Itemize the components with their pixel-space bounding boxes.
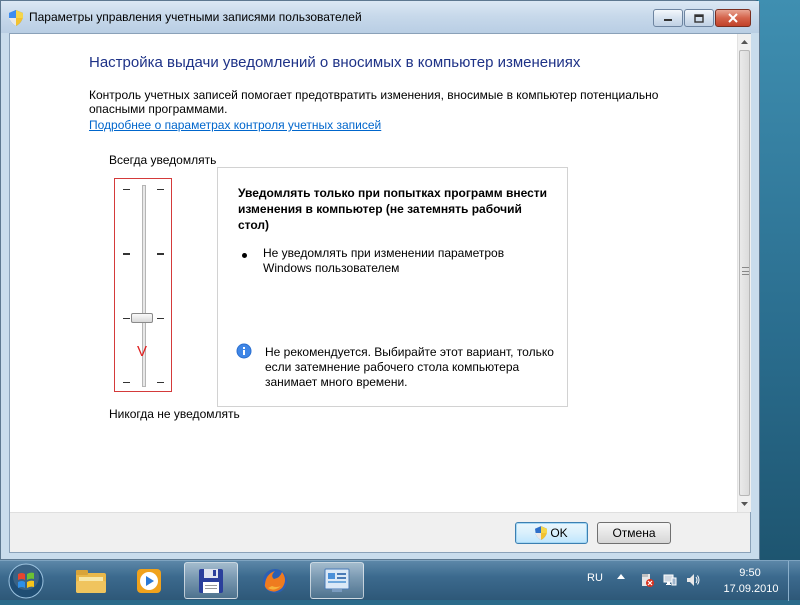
slider-thumb[interactable] xyxy=(131,313,153,323)
language-indicator[interactable]: RU xyxy=(587,572,603,584)
shield-icon xyxy=(535,526,547,540)
shield-icon xyxy=(9,10,23,26)
media-player-icon xyxy=(134,566,164,596)
network-icon[interactable] xyxy=(663,573,677,587)
taskbar-save-app[interactable] xyxy=(184,562,238,599)
title-bar[interactable] xyxy=(1,1,759,33)
show-desktop-button[interactable] xyxy=(788,561,800,601)
taskbar xyxy=(0,560,800,600)
minimize-button[interactable] xyxy=(653,9,683,27)
scroll-grip-icon xyxy=(742,267,749,275)
ok-button[interactable] xyxy=(515,522,588,544)
close-icon xyxy=(728,13,738,23)
slider-tick xyxy=(157,253,164,255)
firefox-icon xyxy=(260,566,290,596)
close-button[interactable] xyxy=(715,9,751,27)
scroll-down-button[interactable] xyxy=(738,496,751,512)
page-title: Настройка выдачи уведомлений о вносимых в компьютер изменениях xyxy=(89,54,581,71)
scroll-up-button[interactable] xyxy=(738,34,751,50)
slider-bottom-label: Никогда не уведомлять xyxy=(109,407,240,421)
selection-mark: V xyxy=(137,343,148,360)
desktop-background xyxy=(758,0,800,560)
volume-icon[interactable] xyxy=(686,573,700,587)
taskbar-media-player[interactable] xyxy=(122,562,176,599)
taskbar-firefox[interactable] xyxy=(248,562,302,599)
bullet-icon xyxy=(242,253,247,258)
minimize-icon xyxy=(663,14,673,22)
slider-tick xyxy=(157,189,164,190)
help-link[interactable]: Подробнее о параметрах контроля учетных записей xyxy=(89,118,382,132)
slider-tick xyxy=(157,382,164,383)
start-orb-icon xyxy=(6,562,46,600)
clock-date[interactable]: 17.09.2010 xyxy=(723,583,779,595)
slider-tick xyxy=(157,318,164,319)
action-center-icon[interactable] xyxy=(640,573,654,587)
slider-top-label: Всегда уведомлять xyxy=(109,153,217,167)
notification-level-slider[interactable] xyxy=(114,178,172,392)
start-button[interactable] xyxy=(6,562,46,600)
dialog-footer xyxy=(10,512,750,552)
taskbar-control-panel[interactable] xyxy=(310,562,364,599)
clock-time[interactable]: 9:50 xyxy=(739,567,761,579)
level-description-panel xyxy=(217,167,568,407)
scroll-thumb[interactable] xyxy=(739,50,750,496)
show-hidden-icons-button[interactable] xyxy=(617,574,625,579)
maximize-icon xyxy=(694,14,704,23)
slider-tick xyxy=(123,382,130,383)
taskbar-explorer[interactable] xyxy=(64,562,118,599)
panel-heading: Уведомлять только при попытках программ внести изменения в компьютер (не затемнять рабочий стол) xyxy=(238,186,548,232)
vertical-scrollbar[interactable] xyxy=(737,34,751,512)
warning-text: Не рекомендуется. Выбирайте этот вариант, только если затемнение рабочего стола компьютера занимает много времени. xyxy=(265,345,554,389)
maximize-button[interactable] xyxy=(684,9,714,27)
window-title: Параметры управления учетными записями пользователей xyxy=(29,10,362,24)
panel-bullet-text: Не уведомлять при изменении параметров Windows пользователем xyxy=(263,246,505,275)
save-icon xyxy=(196,566,226,596)
control-panel-icon xyxy=(322,567,352,595)
dialog-client-area xyxy=(9,33,751,553)
arrow-down-icon xyxy=(741,502,748,506)
cancel-button[interactable]: Отмена xyxy=(597,522,671,544)
description-text: Контроль учетных записей помогает предотвратить изменения, вносимые в компьютер потенциально опасными программами. xyxy=(89,88,659,116)
explorer-icon xyxy=(74,567,108,595)
slider-tick xyxy=(123,318,130,319)
settings-content xyxy=(10,34,736,512)
info-icon xyxy=(236,343,252,359)
ok-label: OK xyxy=(550,526,568,540)
slider-tick xyxy=(123,189,130,190)
arrow-up-icon xyxy=(741,40,748,44)
slider-tick xyxy=(123,253,130,255)
